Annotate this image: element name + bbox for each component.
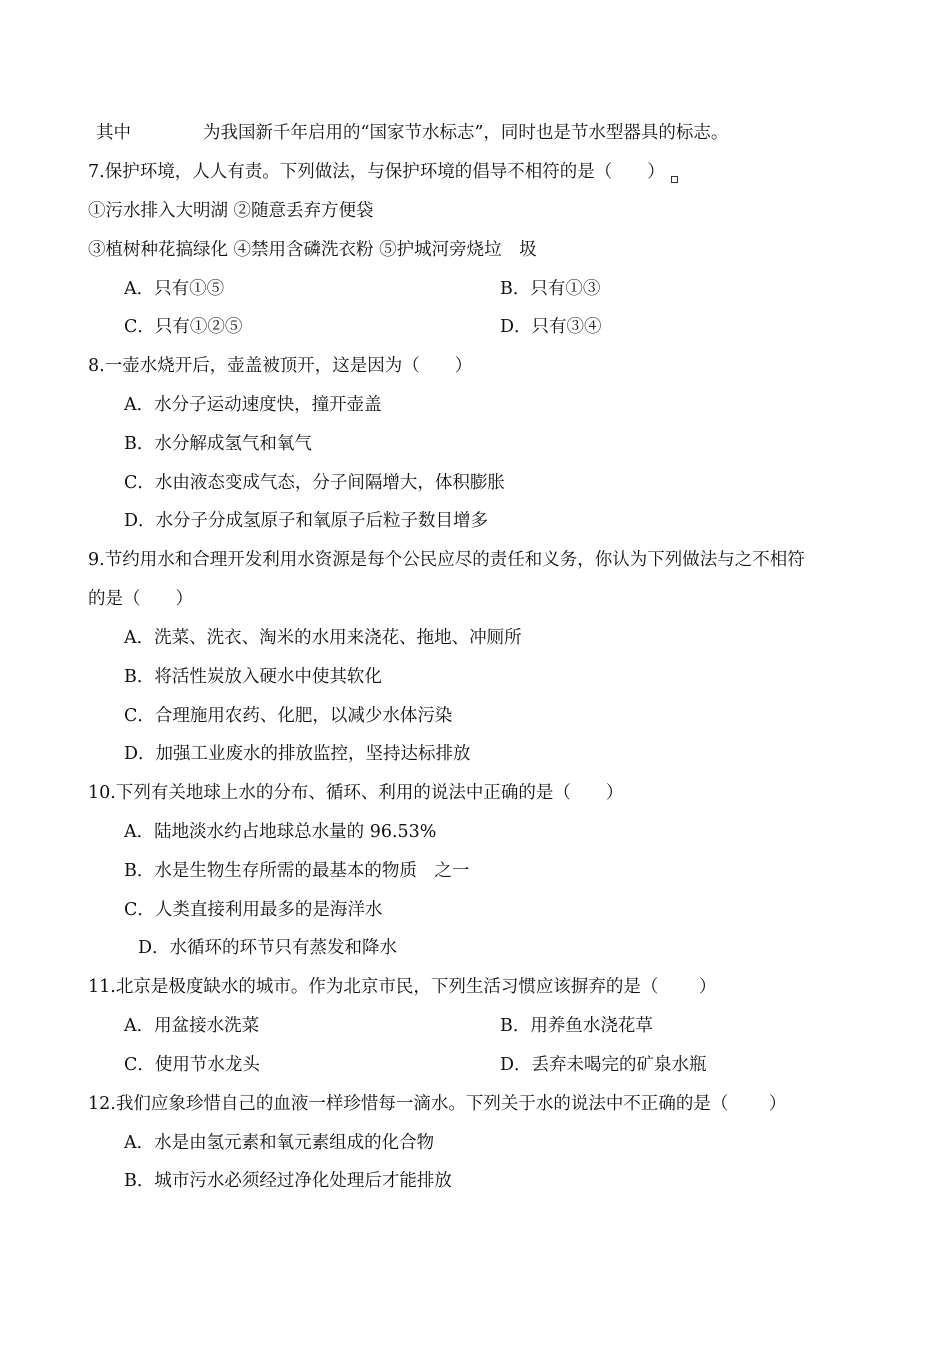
q9-option-a: A．洗菜、洗衣、淘米的水用来浇花、拖地、冲厕所: [124, 628, 522, 648]
q10-stem: 10.下列有关地球上水的分布、循环、利用的说法中正确的是（ ）: [88, 783, 624, 803]
q8-option-c: C．水由液态变成气态，分子间隔增大，体积膨胀: [124, 473, 505, 493]
q7-items-line2: ③植树种花搞绿化 ④禁用含磷洗衣粉 ⑤护城河旁烧垃 圾: [88, 240, 537, 260]
q7-stem: [88, 161, 678, 183]
q9-option-d: D．加强工业废水的排放监控，坚持达标排放: [124, 744, 471, 764]
q10-option-a: A．陆地淡水约占地球总水量的 96.53%: [124, 822, 437, 842]
q10-option-d: D．水循环的环节只有蒸发和降水: [138, 938, 398, 958]
q10-option-c: C．人类直接利用最多的是海洋水: [124, 900, 383, 920]
q9-option-c: C．合理施用农药、化肥，以减少水体污染: [124, 706, 453, 726]
q7-option-c: C．只有①②⑤: [124, 317, 243, 337]
q6-tail-line: [96, 122, 728, 144]
q9-stem-line2: 的是（ ）: [88, 589, 193, 609]
q7-stem-text: 7.保护环境，人人有责。下列做法，与保护环境的倡导不相符的是（ ）: [88, 162, 665, 182]
q6-tail-suffix: 为我国新千年启用的“国家节水标志”，同时也是节水型器具的标志。: [203, 123, 729, 143]
q9-stem-line1: 9.节约用水和合理开发利用水资源是每个公民应尽的责任和义务，你认为下列做法与之不相符: [88, 550, 805, 570]
q11-option-b: B．用养鱼水浇花草: [500, 1016, 653, 1036]
q11-option-c: C．使用节水龙头: [124, 1055, 260, 1075]
q12-option-b: B．城市污水必须经过净化处理后才能排放: [124, 1171, 452, 1191]
q12-option-a: A．水是由氢元素和氧元素组成的化合物: [124, 1133, 435, 1153]
q11-option-d: D．丢弃未喝完的矿泉水瓶: [500, 1055, 707, 1075]
q8-option-a: A．水分子运动速度快，撞开壶盖: [124, 395, 382, 415]
q7-items-line1: ①污水排入大明湖 ②随意丢弃方便袋: [88, 201, 374, 221]
q11-option-a: A．用盆接水洗菜: [124, 1016, 260, 1036]
q8-option-b: B．水分解成氢气和氧气: [124, 434, 312, 454]
q9-option-b: B．将活性炭放入硬水中使其软化: [124, 667, 382, 687]
q11-stem: 11.北京是极度缺水的城市。作为北京市民，下列生活习惯应该摒弃的是（ ）: [88, 977, 717, 997]
q12-stem: 12.我们应象珍惜自己的血液一样珍惜每一滴水。下列关于水的说法中不正确的是（ ）: [88, 1094, 787, 1114]
q10-option-b: B．水是生物生存所需的最基本的物质 之一: [124, 861, 470, 881]
q8-option-d: D．水分子分成氢原子和氧原子后粒子数目增多: [124, 511, 489, 531]
q7-option-b: B．只有①③: [500, 279, 601, 299]
q6-tail-prefix: 其中: [96, 123, 131, 143]
q7-option-d: D．只有③④: [500, 317, 602, 337]
q8-stem: 8.一壶水烧开后，壶盖被顶开，这是因为（ ）: [88, 356, 473, 376]
small-square-mark: [671, 176, 678, 183]
q7-option-a: A．只有①⑤: [124, 279, 225, 299]
